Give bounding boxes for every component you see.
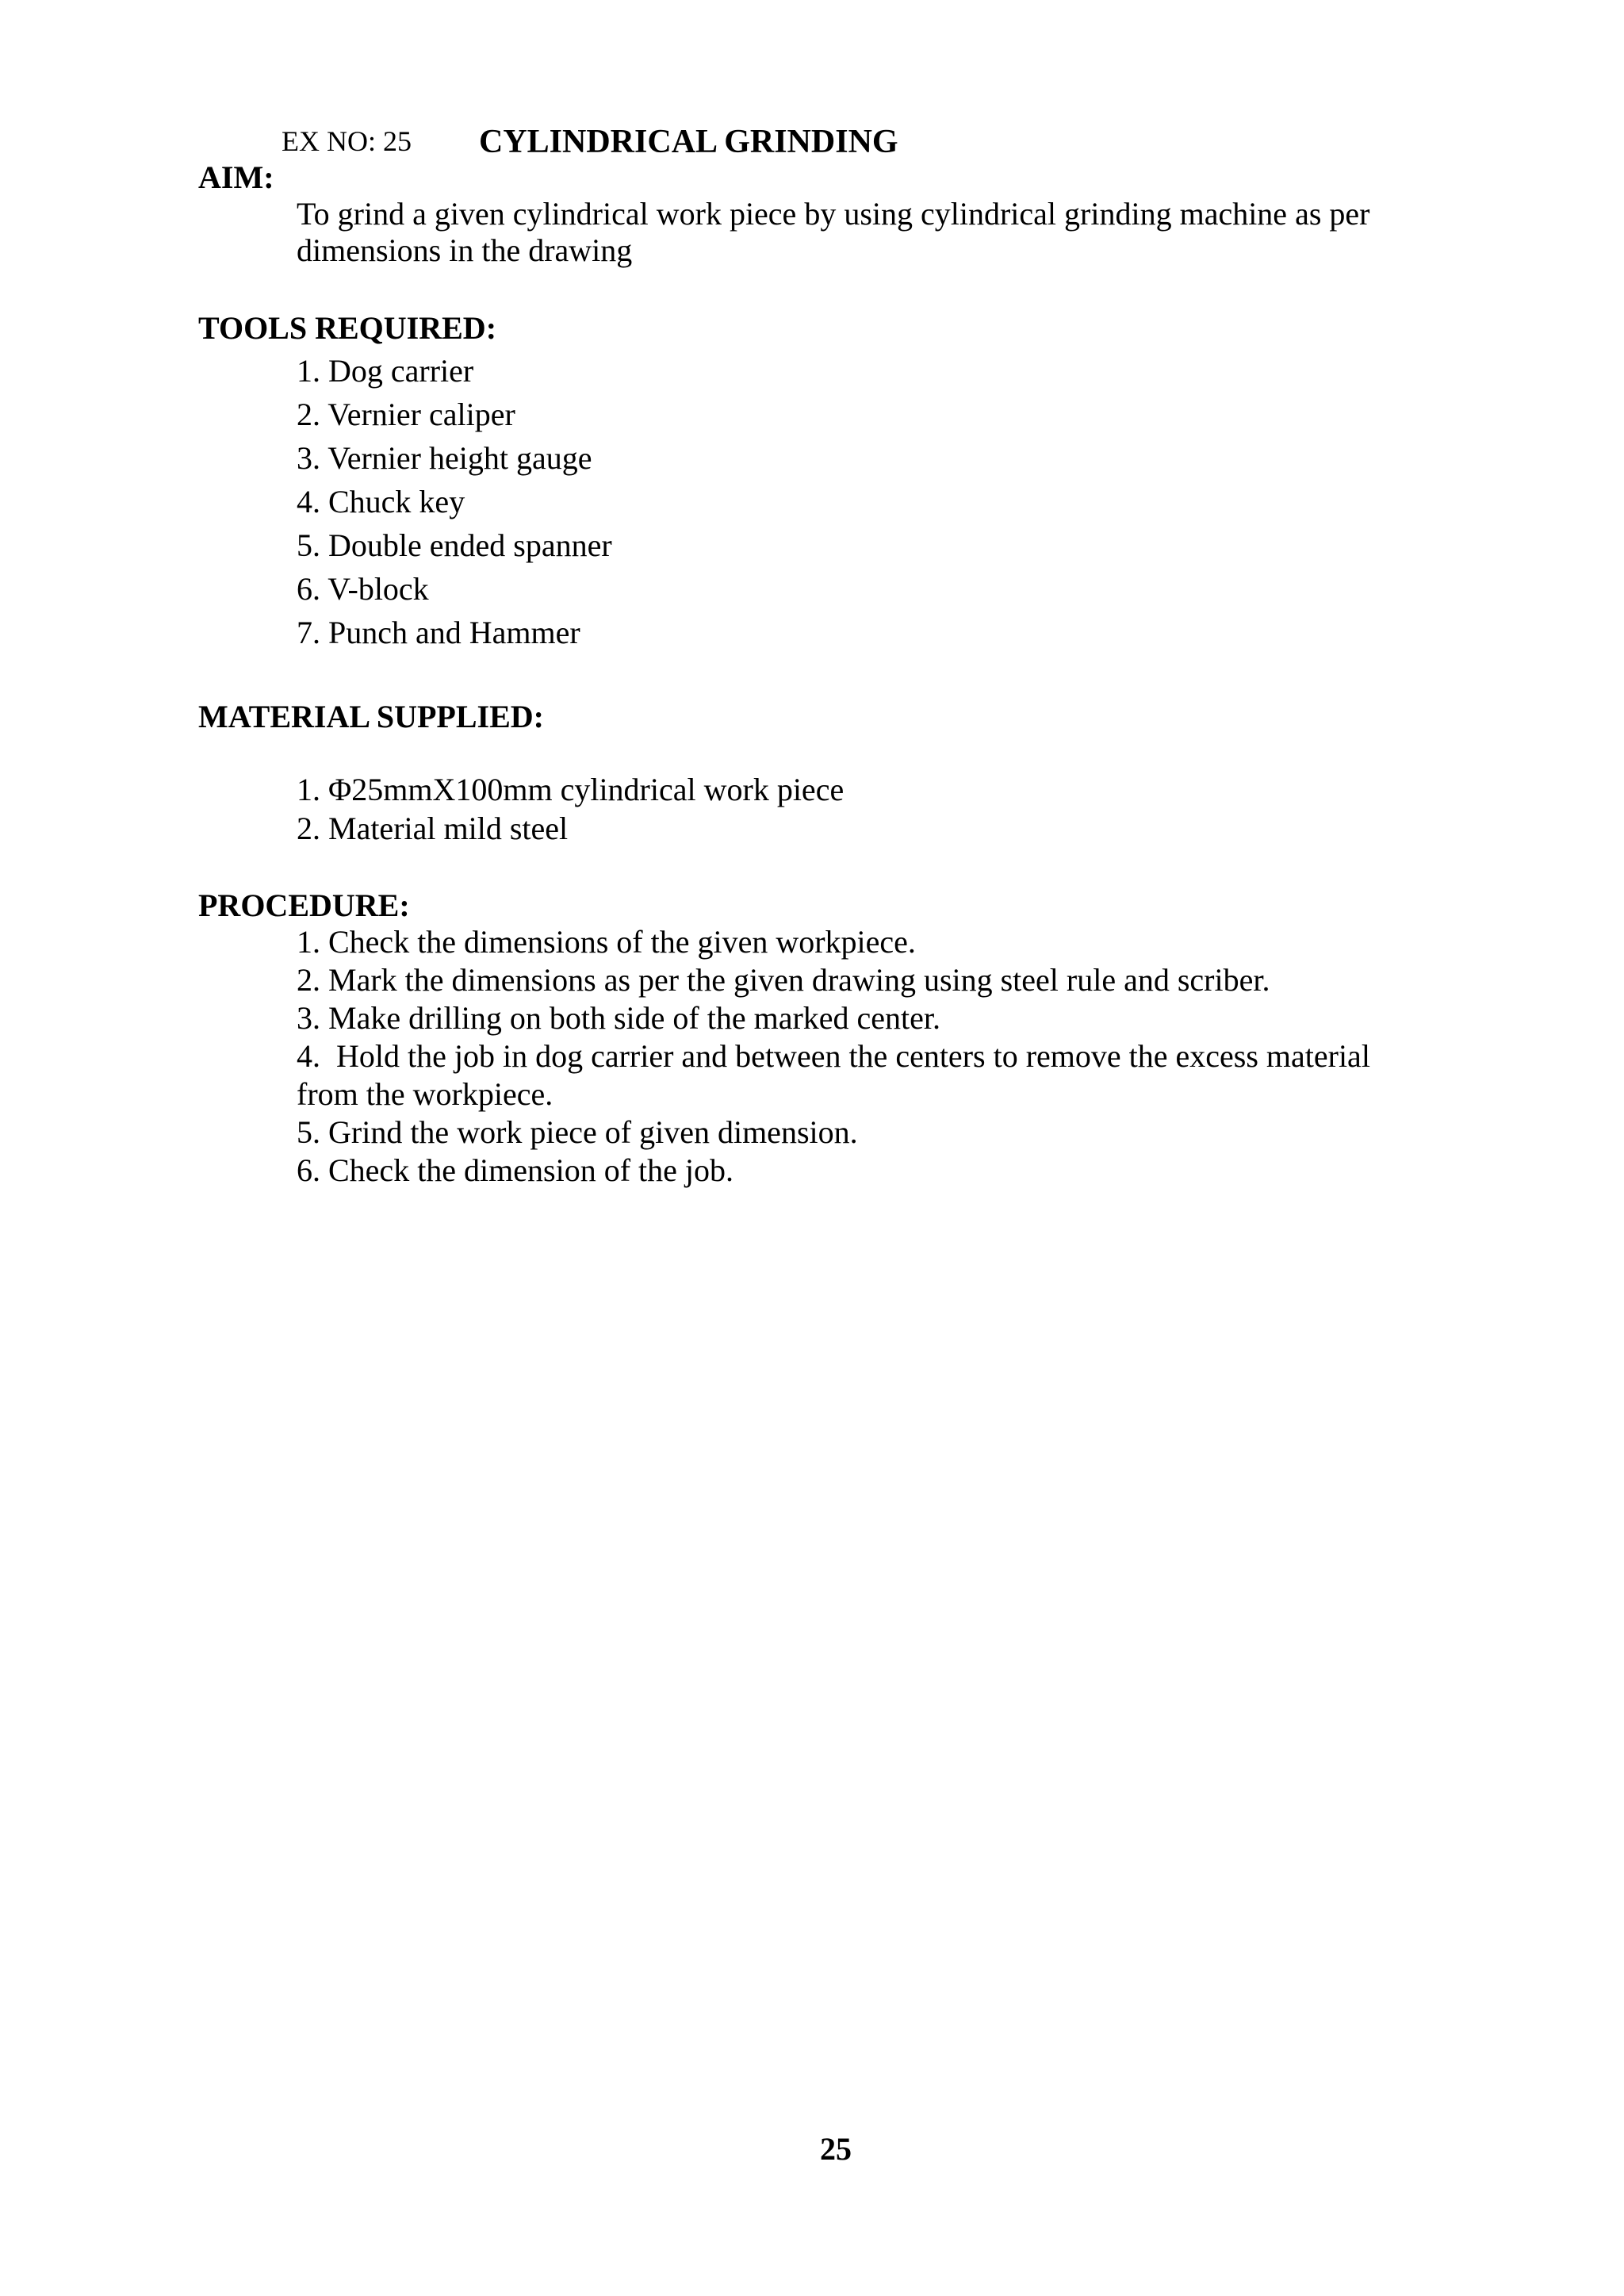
material-list [297,774,844,852]
list-item-text: Chuck key [328,484,465,519]
list-item-number: 6. [297,571,320,607]
tools-list [297,355,612,661]
list-item-number: 2. [297,397,320,432]
list-item [297,527,612,573]
list-item-text-continuation: from the workpiece. [297,1076,553,1112]
list-item-text: Vernier caliper [327,397,515,432]
procedure-heading: PROCEDURE: [198,887,410,923]
list-item-number: 5. [297,527,320,563]
list-item-number: 2. [297,811,320,846]
list-item [297,617,612,661]
list-item-text: Grind the work piece of given dimension. [328,1114,858,1150]
list-item-text: Double ended spanner [328,527,612,563]
list-item-number: 4. [297,484,320,519]
list-item-number: 1. [297,772,320,807]
list-item-text: V-block [327,571,429,607]
list-item-text: Material mild steel [328,811,569,846]
list-item [297,964,1370,1002]
list-item-text: Punch and Hammer [328,615,580,650]
list-item [297,1002,1370,1041]
list-item [297,1152,1370,1193]
list-item-text: Dog carrier [328,353,474,389]
list-item-text: Mark the dimensions as per the given drawing using steel rule and scriber. [328,962,1270,998]
list-item [297,813,844,852]
list-item [297,355,612,399]
list-item-number: 5. [297,1114,320,1150]
list-item [297,440,612,486]
list-item [297,1038,1370,1117]
list-item-number: 4. [297,1038,320,1074]
list-item-number: 1. [297,353,320,389]
aim-heading: AIM: [198,159,274,195]
procedure-list [297,926,1370,1193]
aim-text-line-1: To grind a given cylindrical work piece by using cylindrical grinding machine as per [297,196,1370,232]
list-item-text: Check the dimensions of the given workpiece. [328,924,916,960]
list-item [297,573,612,617]
list-item-text: Check the dimension of the job. [328,1152,734,1188]
material-heading: MATERIAL SUPPLIED: [198,699,544,734]
list-item-text: Hold the job in dog carrier and between the centers to remove the excess material [336,1038,1370,1074]
list-item-text: Vernier height gauge [327,440,592,476]
list-item [297,399,612,443]
list-item-number: 1. [297,924,320,960]
exercise-number: EX NO: 25 [282,125,412,157]
list-item-number: 3. [297,1000,320,1036]
tools-heading: TOOLS REQUIRED: [198,310,497,346]
list-item-number: 6. [297,1152,320,1188]
list-item-number: 7. [297,615,320,650]
page-title: CYLINDRICAL GRINDING [479,124,898,160]
list-item [297,774,844,813]
list-item-number: 3. [297,440,320,476]
list-item [297,926,1370,964]
list-item-number: 2. [297,962,320,998]
list-item-text: Make drilling on both side of the marked center. [328,1000,941,1036]
list-item [297,1114,1370,1155]
aim-text-line-2: dimensions in the drawing [297,232,633,268]
list-item-text: Φ25mmX100mm cylindrical work piece [328,772,845,807]
list-item [297,486,612,530]
page-number: 25 [820,2131,852,2167]
